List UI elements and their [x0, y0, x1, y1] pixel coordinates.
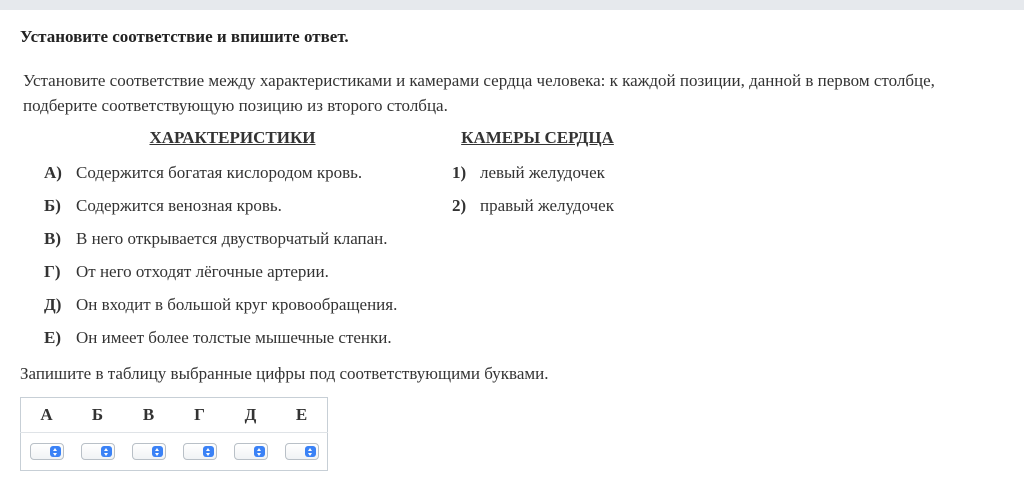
select-arrows-icon: [101, 446, 112, 457]
task-text: Установите соответствие между характеристиками и камерами сердца человека: к каждой позиции, данной в первом столбце, подберите соответствующую позицию из второго столбца.: [23, 71, 935, 115]
chamber-text: левый желудочек: [480, 163, 605, 182]
characteristic-text: Содержится богатая кислородом кровь.: [76, 163, 363, 182]
answer-table: [20, 397, 328, 471]
chamber-key: 1): [452, 163, 467, 182]
select-arrows-icon: [50, 446, 61, 457]
characteristic-key: А): [44, 163, 62, 182]
answer-select-d[interactable]: [234, 443, 268, 460]
chamber-text: правый желудочек: [480, 196, 614, 215]
answer-select-g[interactable]: [183, 443, 217, 460]
chambers-header: КАМЕРЫ СЕРДЦА: [461, 128, 614, 147]
characteristic-text: Содержится венозная кровь.: [76, 196, 282, 215]
answer-select-b[interactable]: [81, 443, 115, 460]
characteristics-header: ХАРАКТЕРИСТИКИ: [149, 128, 316, 147]
answer-letter: Б: [72, 398, 123, 433]
answer-letter: Е: [276, 398, 328, 433]
select-arrows-icon: [203, 446, 214, 457]
characteristic-key: Д): [44, 295, 62, 314]
task-heading: Установите соответствие и впишите ответ.: [20, 27, 349, 46]
characteristic-key: Б): [44, 196, 61, 215]
characteristic-item: [44, 196, 282, 216]
instruction-text: Запишите в таблицу выбранные цифры под соответствующими буквами.: [20, 364, 549, 383]
characteristic-text: Он имеет более толстые мышечные стенки.: [76, 328, 392, 347]
top-bar: [0, 0, 1024, 10]
characteristic-text: В него открывается двустворчатый клапан.: [76, 229, 388, 248]
characteristic-item: [44, 328, 392, 348]
answer-letter: А: [21, 398, 73, 433]
answer-letter: В: [123, 398, 174, 433]
characteristic-text: От него отходят лёгочные артерии.: [76, 262, 329, 281]
answer-select-v[interactable]: [132, 443, 166, 460]
select-arrows-icon: [254, 446, 265, 457]
chamber-key: 2): [452, 196, 467, 215]
characteristic-text: Он входит в большой круг кровообращения.: [76, 295, 398, 314]
answer-select-a[interactable]: [30, 443, 64, 460]
answer-letter: Д: [225, 398, 276, 433]
answer-select-e[interactable]: [285, 443, 319, 460]
select-arrows-icon: [152, 446, 163, 457]
chamber-item: [452, 163, 605, 183]
characteristic-item: [44, 163, 362, 183]
characteristic-key: Е): [44, 328, 61, 347]
answer-select-row: [21, 433, 328, 471]
characteristic-item: [44, 295, 397, 315]
characteristic-item: [44, 229, 388, 249]
answer-letter: Г: [174, 398, 225, 433]
characteristic-key: В): [44, 229, 61, 248]
select-arrows-icon: [305, 446, 316, 457]
characteristic-item: [44, 262, 329, 282]
chamber-item: [452, 196, 614, 216]
characteristic-key: Г): [44, 262, 61, 281]
answer-header-row: [21, 398, 328, 433]
